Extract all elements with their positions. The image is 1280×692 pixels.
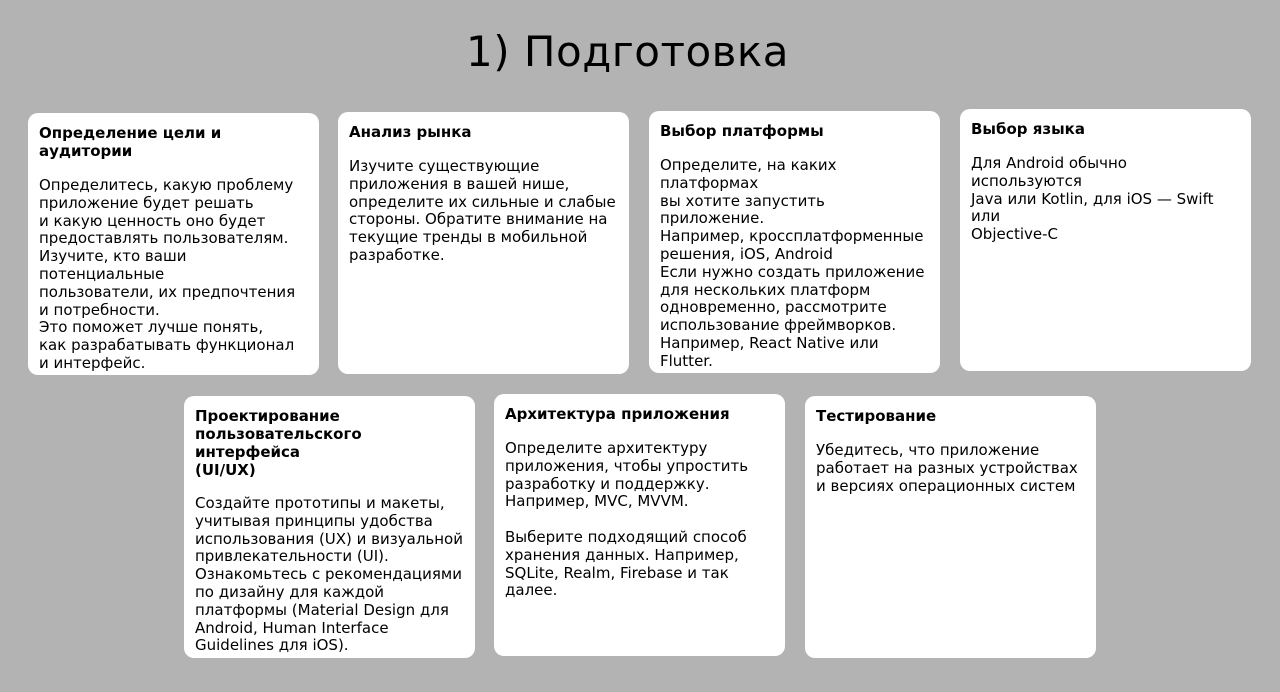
card-body: Определите архитектуру приложения, чтобы упростить разработку и поддержку. Например, MVC, MVVM. Выберите подходящий способ хранения данных. Например, SQLite, Realm, Firebase и так далее.: [505, 439, 749, 600]
card-title: Проектирование пользовательского интерфейса (UI/UX): [195, 407, 362, 479]
card-body: Определите, на каких платформах вы хотите запустить приложение. Например, кроссплатформенные решения, iOS, Android Если нужно создать приложение для нескольких платформ одновременно, рассмотрите использование фреймворков. Например, React Native или Flutter.: [660, 156, 925, 370]
card-body: Для Android обычно используются Java или Kotlin, для iOS — Swift или Objective-C: [971, 154, 1214, 244]
card-title: Выбор языка: [971, 120, 1085, 138]
card-body: Определитесь, какую проблему приложение будет решать и какую ценность оно будет предоставлять пользователям. Изучите, кто ваши потенциальные пользователи, их предпочтения и потребности. Это поможет лучше понять, как разрабатывать функционал и интерфейс.: [39, 176, 296, 372]
card-body: Изучите существующие приложения в вашей нише, определите их сильные и слабые стороны. Обратите внимание на текущие тренды в мобильной разработке.: [349, 157, 616, 264]
card-goal-audience: [28, 113, 319, 375]
card-title: Выбор платформы: [660, 122, 824, 140]
card-body: Убедитесь, что приложение работает на разных устройствах и версиях операционных систем: [816, 441, 1078, 495]
page-title: 1) Подготовка: [465, 27, 790, 76]
card-app-architecture: [494, 394, 785, 656]
card-language-choice: [960, 109, 1251, 371]
card-title: Анализ рынка: [349, 123, 472, 141]
card-title: Тестирование: [816, 407, 937, 425]
card-testing: [805, 396, 1096, 658]
card-title: Архитектура приложения: [505, 405, 730, 423]
card-body: Создайте прототипы и макеты, учитывая принципы удобства использования (UX) и визуальной привлекательности (UI). Ознакомьтесь с рекомендациями по дизайну для каждой платформы (Material Design для Android, Human Interface Guidelines для iOS).: [195, 494, 463, 655]
card-market-analysis: [338, 112, 629, 374]
card-title: Определение цели и аудитории: [39, 124, 222, 160]
card-platform-choice: [649, 111, 940, 373]
card-ui-ux-design: [184, 396, 475, 658]
